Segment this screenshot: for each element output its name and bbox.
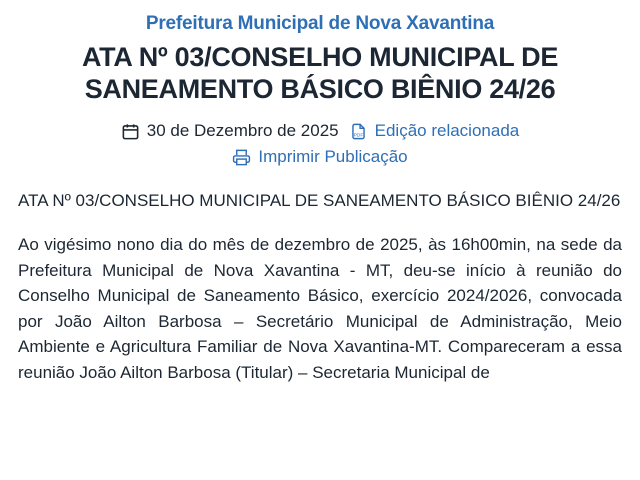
content-paragraph: Ao vigésimo nono dia do mês de dezembro de 2025, às 16h00min, na sede da Prefeitura Municipal de Nova Xavantina - MT, deu-se início à reunião do Conselho Municipal de Saneamento Básico, exercício 2024/2026, convocada por João Ailton Barbosa – Secretário Municipal de Administração, Meio Ambiente e Agricultura Familiar de Nova Xavantina-MT. Compareceram a essa reunião João Ailton Barbosa (Titular) – Secretaria Municipal de [18,235,622,382]
print-publication-label: Imprimir Publicação [258,147,408,167]
publication-date [121,121,339,141]
content-heading: ATA Nº 03/CONSELHO MUNICIPAL DE SANEAMENTO BÁSICO BIÊNIO 24/26 [18,191,621,211]
publication-meta-row [18,121,622,141]
print-publication-link[interactable] [232,147,407,167]
printer-icon [232,148,251,167]
print-meta-row [18,147,622,167]
svg-text:PDF: PDF [353,133,363,139]
publication-date-text: 30 de Dezembro de 2025 [146,121,339,141]
related-edition-label: Edição relacionada [374,121,520,141]
calendar-icon [121,122,140,141]
organization-name: Prefeitura Municipal de Nova Xavantina [145,13,495,34]
page-title: ATA Nº 03/CONSELHO MUNICIPAL DE SANEAMENTO BÁSICO BIÊNIO 24/26 [81,41,559,104]
pdf-file-icon [349,122,368,141]
related-edition-link[interactable] [349,121,520,141]
